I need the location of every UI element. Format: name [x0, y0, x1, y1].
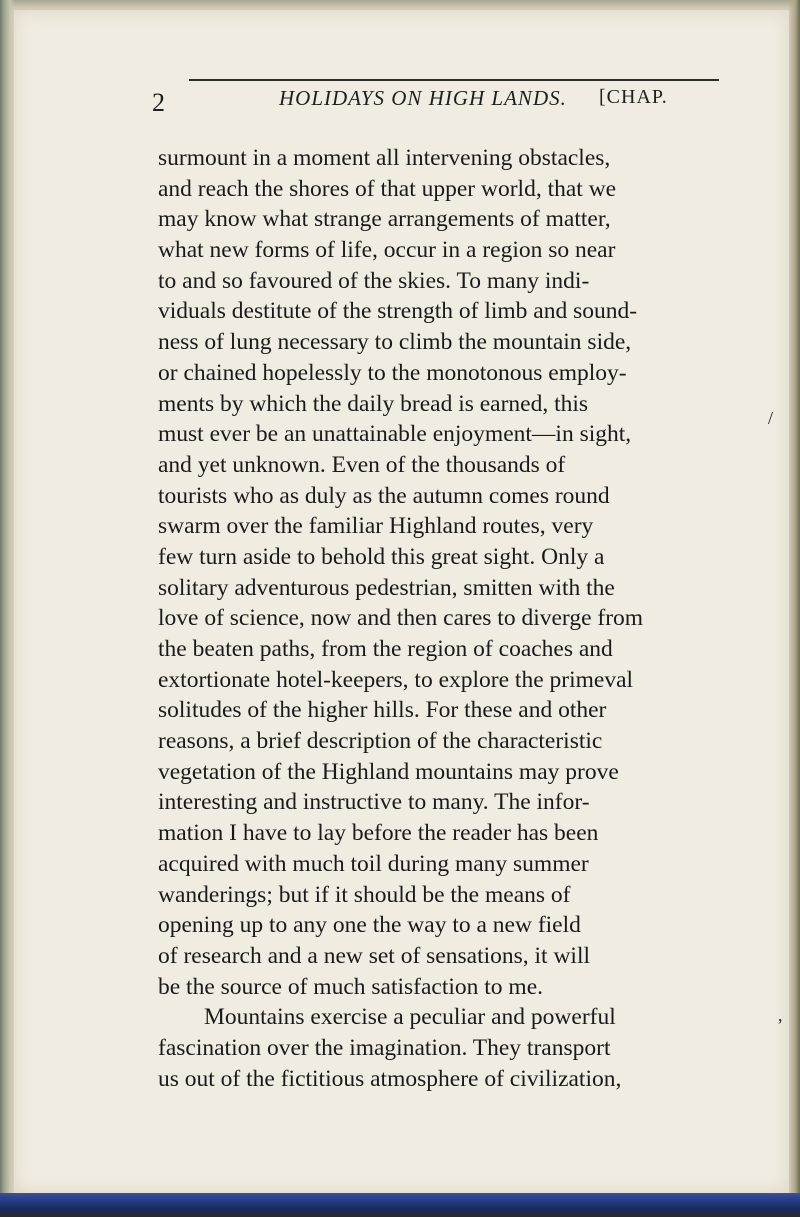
running-title: HOLIDAYS ON HIGH LANDS. [279, 86, 567, 110]
left-page-edge [0, 0, 14, 1217]
text-line: solitudes of the higher hills. For these and other [158, 697, 607, 724]
bottom-cover-edge [0, 1193, 800, 1217]
text-line: solitary adventurous pedestrian, smitten with the [158, 574, 615, 601]
text-line: wanderings; but if it should be the means of [158, 881, 571, 908]
page-number: 2 [152, 88, 165, 117]
text-line: may know what strange arrangements of matter, [158, 206, 611, 233]
text-line: extortionate hotel-keepers, to explore the primeval [158, 666, 634, 693]
text-line: to and so favoured of the skies. To many indi- [158, 267, 590, 294]
margin-pencil-mark: , [778, 1005, 783, 1025]
text-line: love of science, now and then cares to diverge from [158, 605, 644, 632]
text-line: opening up to any one the way to a new field [158, 912, 581, 939]
margin-pencil-mark: / [768, 408, 774, 428]
text-line: the beaten paths, from the region of coaches and [158, 636, 613, 662]
chapter-mark: [CHAP. [599, 86, 668, 108]
text-line: or chained hopelessly to the monotonous employ- [158, 359, 627, 386]
right-page-edge [788, 0, 800, 1217]
text-line: interesting and instructive to many. The infor- [158, 789, 590, 816]
text-line: acquired with much toil during many summer [158, 850, 589, 877]
text-line: vegetation of the Highland mountains may prove [158, 758, 619, 785]
text-line: swarm over the familiar Highland routes, very [158, 513, 594, 540]
text-line: of research and a new set of sensations, it will [158, 942, 591, 969]
header-rule [189, 79, 719, 81]
text-line: tourists who as duly as the autumn comes round [158, 482, 610, 509]
body-text [158, 143, 758, 1094]
text-line: must ever be an unattainable enjoyment—in sight, [158, 421, 632, 448]
text-line: surmount in a moment all intervening obstacles, [158, 145, 611, 171]
text-line: ments by which the daily bread is earned, this [158, 390, 589, 417]
text-line: what new forms of life, occur in a region so near [158, 237, 616, 264]
text-line: and reach the shores of that upper world, that we [158, 175, 617, 202]
text-line: few turn aside to behold this great sight. Only a [158, 543, 605, 570]
text-line: reasons, a brief description of the characteristic [158, 728, 603, 755]
text-line: viduals destitute of the strength of limb and sound- [158, 298, 638, 325]
text-line: us out of the fictitious atmosphere of civilization, [158, 1065, 622, 1092]
text-line: and yet unknown. Even of the thousands of [158, 451, 566, 478]
text-line: be the source of much satisfaction to me. [158, 973, 544, 1000]
paragraph-start-line: Mountains exercise a peculiar and powerful [204, 1004, 616, 1031]
text-line: fascination over the imagination. They transport [158, 1034, 611, 1061]
page-header [152, 84, 752, 120]
text-line: mation I have to lay before the reader has been [158, 820, 599, 847]
text-line: ness of lung necessary to climb the mountain side, [158, 329, 632, 356]
